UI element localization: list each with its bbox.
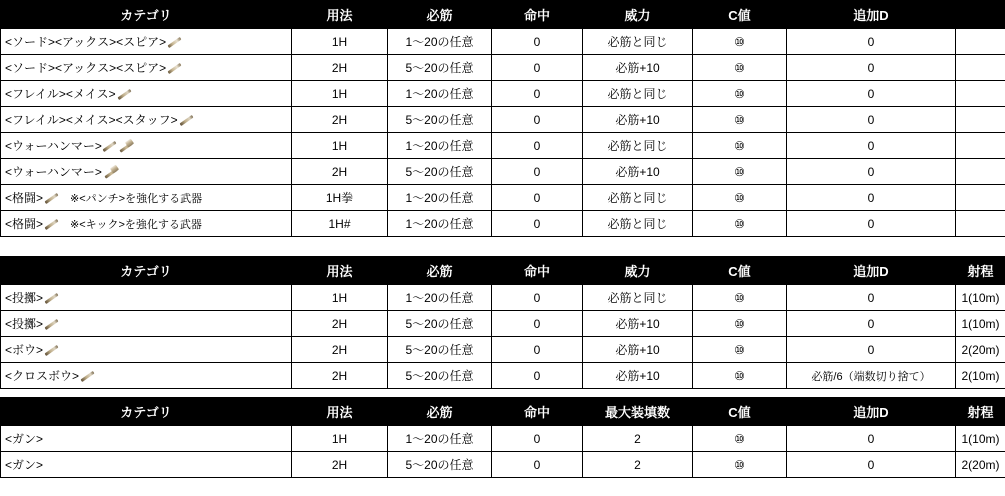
cell-power: 必筋+10 — [583, 363, 693, 389]
cell-required-str: 1〜20の任意 — [388, 185, 492, 211]
cell-accuracy: 0 — [492, 426, 583, 452]
fist-icon — [44, 192, 60, 204]
cell-category: <ボウ> — [1, 337, 292, 363]
cell-c-value: ⑩ — [693, 29, 787, 55]
header-row — [1, 257, 1005, 285]
cell-power: 必筋+10 — [583, 107, 693, 133]
cell-additional-d: 0 — [787, 452, 956, 478]
mace-icon — [117, 88, 133, 100]
table-row — [1, 311, 1005, 337]
melee-table-header — [1, 1, 1005, 29]
col-header-accuracy: 命中 — [492, 1, 583, 29]
guns-table — [0, 397, 1005, 478]
cell-range: 1(10m) — [956, 285, 1005, 311]
fist-icon — [44, 218, 60, 230]
cell-required-str: 1〜20の任意 — [388, 285, 492, 311]
cell-additional-d: 0 — [787, 107, 956, 133]
cell-required-str: 5〜20の任意 — [388, 159, 492, 185]
col-header-accuracy: 命中 — [492, 398, 583, 426]
cell-required-str: 1〜20の任意 — [388, 29, 492, 55]
cell-usage: 1H — [292, 81, 388, 107]
cell-additional-d: 0 — [787, 185, 956, 211]
cell-category: <フレイル><メイス> — [1, 81, 292, 107]
table-row — [1, 426, 1005, 452]
col-header-spacer — [956, 1, 1005, 29]
col-header-accuracy: 命中 — [492, 257, 583, 285]
cell-category: <クロスボウ> — [1, 363, 292, 389]
cell-accuracy: 0 — [492, 185, 583, 211]
cell-additional-d: 0 — [787, 29, 956, 55]
col-header-required-str: 必筋 — [388, 1, 492, 29]
cell-spacer — [956, 211, 1005, 237]
col-header-required-str: 必筋 — [388, 398, 492, 426]
table-row — [1, 159, 1005, 185]
cell-additional-d: 0 — [787, 55, 956, 81]
cell-usage: 2H — [292, 452, 388, 478]
thrown-and-bows-table — [0, 256, 1005, 389]
cell-required-str: 1〜20の任意 — [388, 426, 492, 452]
cell-required-str: 1〜20の任意 — [388, 81, 492, 107]
col-header-max-load: 最大装填数 — [583, 398, 693, 426]
col-header-additional-d: 追加D — [787, 257, 956, 285]
table-row — [1, 452, 1005, 478]
col-header-power: 威力 — [583, 1, 693, 29]
cell-category: <ウォーハンマー> — [1, 159, 292, 185]
cell-category: <フレイル><メイス><スタッフ> — [1, 107, 292, 133]
cell-spacer — [956, 159, 1005, 185]
cell-c-value: ⑩ — [693, 159, 787, 185]
cell-additional-d: 0 — [787, 133, 956, 159]
cell-range: 1(10m) — [956, 311, 1005, 337]
col-header-usage: 用法 — [292, 257, 388, 285]
cell-category: <格闘> ※<キック>を強化する武器 — [1, 211, 292, 237]
table-row — [1, 81, 1005, 107]
cell-usage: 1H — [292, 426, 388, 452]
cell-range: 1(10m) — [956, 426, 1005, 452]
cell-usage: 1H — [292, 285, 388, 311]
cell-additional-d: 0 — [787, 285, 956, 311]
cell-additional-d: 0 — [787, 159, 956, 185]
cell-c-value: ⑩ — [693, 133, 787, 159]
cell-accuracy: 0 — [492, 29, 583, 55]
cell-power: 必筋と同じ — [583, 133, 693, 159]
table-row — [1, 211, 1005, 237]
thrown-icon — [44, 318, 60, 330]
cell-c-value: ⑩ — [693, 426, 787, 452]
cell-power: 必筋+10 — [583, 337, 693, 363]
hammer-icon — [102, 140, 118, 152]
cell-c-value: ⑩ — [693, 185, 787, 211]
cell-accuracy: 0 — [492, 211, 583, 237]
cell-category-note: ※<キック>を強化する武器 — [70, 219, 202, 231]
crossbow-icon — [80, 370, 96, 382]
cell-c-value: ⑩ — [693, 337, 787, 363]
col-header-required-str: 必筋 — [388, 257, 492, 285]
header-row — [1, 398, 1005, 426]
cell-required-str: 5〜20の任意 — [388, 452, 492, 478]
guns-table-body — [1, 426, 1005, 478]
cell-spacer — [956, 81, 1005, 107]
hammer-icon — [103, 166, 119, 178]
cell-power: 必筋+10 — [583, 311, 693, 337]
table-row — [1, 133, 1005, 159]
cell-category: <投擲> — [1, 311, 292, 337]
cell-c-value: ⑩ — [693, 55, 787, 81]
cell-max-load: 2 — [583, 452, 693, 478]
cell-accuracy: 0 — [492, 285, 583, 311]
cell-required-str: 1〜20の任意 — [388, 211, 492, 237]
cell-power: 必筋と同じ — [583, 29, 693, 55]
cell-spacer — [956, 55, 1005, 81]
cell-c-value: ⑩ — [693, 452, 787, 478]
sword-icon — [167, 62, 183, 74]
cell-usage: 1H# — [292, 211, 388, 237]
cell-accuracy: 0 — [492, 452, 583, 478]
cell-spacer — [956, 133, 1005, 159]
bow-icon — [44, 344, 60, 356]
hammer-icon — [118, 140, 134, 152]
cell-accuracy: 0 — [492, 337, 583, 363]
header-row — [1, 1, 1005, 29]
cell-additional-d: 0 — [787, 81, 956, 107]
cell-category-note: ※<パンチ>を強化する武器 — [70, 193, 203, 205]
cell-category: <ガン> — [1, 452, 292, 478]
cell-usage: 1H — [292, 133, 388, 159]
table-row — [1, 107, 1005, 133]
cell-c-value: ⑩ — [693, 285, 787, 311]
col-header-c-value: C値 — [693, 1, 787, 29]
cell-required-str: 5〜20の任意 — [388, 55, 492, 81]
cell-power: 必筋と同じ — [583, 211, 693, 237]
cell-c-value: ⑩ — [693, 363, 787, 389]
cell-usage: 2H — [292, 159, 388, 185]
guns-table-header — [1, 398, 1005, 426]
thrown-icon — [44, 292, 60, 304]
cell-additional-d: 0 — [787, 211, 956, 237]
cell-accuracy: 0 — [492, 159, 583, 185]
cell-category: <ソード><アックス><スピア> — [1, 29, 292, 55]
cell-usage: 1H — [292, 29, 388, 55]
cell-range: 2(20m) — [956, 452, 1005, 478]
col-header-usage: 用法 — [292, 1, 388, 29]
cell-power: 必筋+10 — [583, 159, 693, 185]
table-row — [1, 55, 1005, 81]
col-header-range: 射程 — [956, 257, 1005, 285]
cell-usage: 2H — [292, 363, 388, 389]
col-header-additional-d: 追加D — [787, 398, 956, 426]
col-header-usage: 用法 — [292, 398, 388, 426]
cell-category: <ガン> — [1, 426, 292, 452]
table-row — [1, 285, 1005, 311]
sword-icon — [167, 36, 183, 48]
cell-accuracy: 0 — [492, 363, 583, 389]
cell-usage: 2H — [292, 107, 388, 133]
cell-required-str: 5〜20の任意 — [388, 337, 492, 363]
cell-required-str: 5〜20の任意 — [388, 363, 492, 389]
table-row — [1, 363, 1005, 389]
cell-spacer — [956, 185, 1005, 211]
cell-accuracy: 0 — [492, 81, 583, 107]
cell-accuracy: 0 — [492, 311, 583, 337]
cell-usage: 2H — [292, 55, 388, 81]
cell-c-value: ⑩ — [693, 311, 787, 337]
cell-category: <投擲> — [1, 285, 292, 311]
cell-usage: 1H拳 — [292, 185, 388, 211]
cell-power: 必筋と同じ — [583, 81, 693, 107]
table-row — [1, 29, 1005, 55]
staff-icon — [179, 114, 195, 126]
col-header-category: カテゴリ — [1, 398, 292, 426]
cell-accuracy: 0 — [492, 55, 583, 81]
cell-range: 2(10m) — [956, 363, 1005, 389]
cell-usage: 2H — [292, 311, 388, 337]
table-row — [1, 185, 1005, 211]
cell-range: 2(20m) — [956, 337, 1005, 363]
col-header-category: カテゴリ — [1, 1, 292, 29]
cell-usage: 2H — [292, 337, 388, 363]
cell-category: <ソード><アックス><スピア> — [1, 55, 292, 81]
col-header-power: 威力 — [583, 257, 693, 285]
col-header-additional-d: 追加D — [787, 1, 956, 29]
melee-weapons-table — [0, 0, 1005, 237]
cell-additional-d: 0 — [787, 337, 956, 363]
cell-power: 必筋と同じ — [583, 285, 693, 311]
cell-accuracy: 0 — [492, 133, 583, 159]
cell-spacer — [956, 29, 1005, 55]
cell-category: <ウォーハンマー> — [1, 133, 292, 159]
col-header-category: カテゴリ — [1, 257, 292, 285]
col-header-c-value: C値 — [693, 398, 787, 426]
cell-power: 必筋+10 — [583, 55, 693, 81]
cell-max-load: 2 — [583, 426, 693, 452]
cell-required-str: 5〜20の任意 — [388, 311, 492, 337]
cell-c-value: ⑩ — [693, 81, 787, 107]
cell-category: <格闘> ※<パンチ>を強化する武器 — [1, 185, 292, 211]
cell-required-str: 5〜20の任意 — [388, 107, 492, 133]
cell-spacer — [956, 107, 1005, 133]
cell-power: 必筋と同じ — [583, 185, 693, 211]
cell-c-value: ⑩ — [693, 107, 787, 133]
col-header-c-value: C値 — [693, 257, 787, 285]
thrown-table-header — [1, 257, 1005, 285]
melee-table-body — [1, 29, 1005, 237]
thrown-table-body — [1, 285, 1005, 389]
cell-accuracy: 0 — [492, 107, 583, 133]
col-header-range: 射程 — [956, 398, 1005, 426]
cell-additional-d: 0 — [787, 426, 956, 452]
cell-required-str: 1〜20の任意 — [388, 133, 492, 159]
cell-additional-d: 必筋/6（端数切り捨て） — [787, 363, 956, 389]
table-row — [1, 337, 1005, 363]
cell-additional-d: 0 — [787, 311, 956, 337]
cell-c-value: ⑩ — [693, 211, 787, 237]
